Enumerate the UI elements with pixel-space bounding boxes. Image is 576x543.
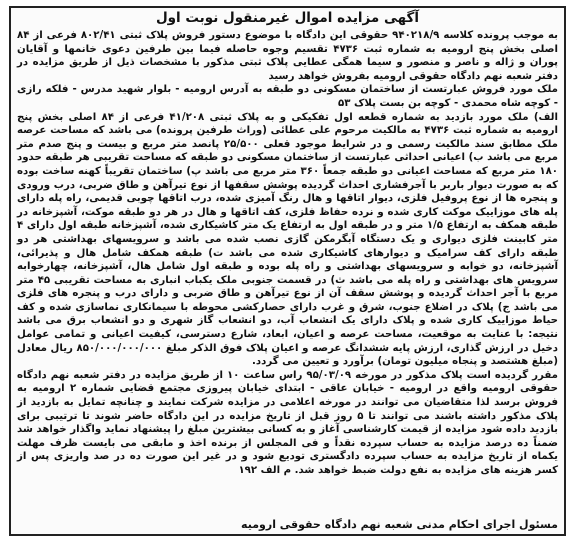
notice-title: آگهی مزایده اموال غیرمنقول نوبت اول [155,10,420,26]
notice-content [17,10,558,532]
notice-paragraph-auction-terms: مقرر گردیده است پلاک مذکور در مورخه ۹۵/۰۳/۰۹ راس ساعت ۱۰ از طریق مزایده در دفتر شعبه نهم دادگاه حقوقی ارومیه واقع در ارومیه - خیابان عاقی - ابتدای خیابان پیروزی مجتمع قضایی شماره ۲ ارومیه به فروش برسد لذا متقاضیان می توانند در مورخه اعلامی در مزایده شرکت نمایند و چنانچه تمایل به بازدید از پلاک مذکور داشته باشند می توانند تا ۵ روز قبل از تاریخ مزایده در این دادگاه حاضر شوند تا ترتیبی برای بازدید داده شود مزایده از قیمت کارشناسی آغاز و به کسانی بیشترین مبلغ را پیشنهاد نماید واگذار خواهد شد ضمناً ده درصد مزایده به حساب سپرده نقداً و فی المجلس از برنده اخذ و مابقی می بایست ظرف مهلت یکماه از تاریخ مزایده به حساب سپرده دادگستری تودیع شود و در غیر این صورت ده در صد واریزی پس از کسر هزینه های مزایده به نفع دولت ضبط خواهد شد. م الف ۱۹۲ [17,369,558,476]
notice-frame [9,6,566,536]
notice-paragraph-intro: به موجب پرونده کلاسه ۹۴۰۲۱۸/۹ حقوقی این دادگاه با موضوع دستور فروش پلاک ثبتی ۸۰۲/۴۱ فرعی از ۸۴ اصلی بخش پنج ارومیه به شماره ثبت ۴۷۳۶ تقسیم وجوه حاصله فیما بین طرفین دعوی خانمها و آقایان پوران و ژاله و ناصر و منصور و سیما همگی عطایی پلاک ثبتی مذکور با مشخصات ذیل از طریق مزایده در دفتر شعبه نهم دادگاه حقوقی ارومیه بفروش خواهد رسید [17,30,558,82]
notice-signature: مسئول اجرای احکام مدنی شعبه نهم دادگاه حقوقی ارومیه [241,518,558,531]
notice-paragraph-property-address: ملک مورد فروش عبارتست از ساختمان مسکونی دو طبقه به آدرس ارومیه - بلوار شهید مدرس - فلکه رازی - کوچه شاه محمدی - کوچه بن بست پلاک ۵۳ [17,84,558,109]
notice-paragraph-property-description: الف) ملک مورد بازدید به شماره قطعه اول تفکیکی و به پلاک ثبتی ۴۱/۲۰۸ فرعی از ۸۴ اصلی بخش پنج ارومیه به شماره ثبت ۴۷۳۶ به مالکیت مرحوم علی عطائی (وراث طرفین پرونده) می باشد که مساحت عرصه ملک مطابق سند مالکیت رسمی و در شرایط موجود قعلی ۲۵/۵۰۰ پانصد متر مربع و بیست و پنج صدم متر مربع می باشد ب) اعیانی احداثی عبارتست از ساختمان مسکونی دو طبقه که مساحت تقریبی هر طبقه حدود ۱۸۰ متر مربع که مساحت اعیانی دو طبقه جمعاً ۳۶۰ متر مربع می باشد پ) ساختمان تقریباً کهنه ساخت بوده که به صورت دیوار باربر با آجرفشاری احداث گردیده پوشش سقفها از نوع تیرآهن و طاق ضربی، درب ورودی و پنجره ها از نوع پروفیل فلزی، دیوار اتاقها و هال رنگ آمیزی شده، درب اتاقها چوبی قدیمی، راه پله دارای پله های موزاییک موکت کاری شده و نرده حفاظ فلزی، کف اتاقها و هال در هر دو طبقه موکت، آشپزخانه در طبقه همکف به ارتفاع ۱/۵ متر و در طبقه اول به ارتفاع یک متر کاشیکاری شده، آشپزخانه طبقه اول دارای ۴ متر کابینت فلزی دیواری و یک دستگاه آبگرمکن گازی نصب شده می باشد و سرویسهای بهداشتی هر دو طبقه دارای کف سرامیک و دیوارهای کاشیکاری شده می باشد ت) طبقه همکف شامل هال و پذیرائی، آشپزخانه، دو خوابه و سرویسهای بهداشتی و راه پله بوده و طبقه اول شامل هال، آشپزخانه، چهارخوابه سرویس های بهداشتی و راه پله می باشد ث) در قسمت جنوبی ملک یکباب انباری به مساحت تقریبی ۴۵ متر مربع با آجر احداث گردیده و پوشش سقف آن از نوع تیرآهن و طاق ضربی و دارای درب و پنجره های فلزی می باشد ج) پلاک در اضلاع جنوب، شرق و غرب دارای حصارکشی محوطه با سیمانکاری نماسازی شده و کف حیاط موزاییک کاری شده و پلاک دارای یک انشعاب آب، دو انشعاب گاز شهری و دو انشعاب برق می باشد نتیجه: با عنایت به موقعیت، مساحت عرصه و اعیان، ابعاد، شارع دسترسی، کیفیت اعیانی و تمامی عوامل دخیل در ارزش گذاری، ارزش پایه ششدانگ عرصه و اعیان پلاک فوق الذکر مبلغ ۸۵۰/۰۰۰/۰۰۰/۰۰۰ ریال معادل (مبلغ هشتصد و پنجاه میلیون تومان) برآورد و تعیین می گردد. [17,111,559,368]
